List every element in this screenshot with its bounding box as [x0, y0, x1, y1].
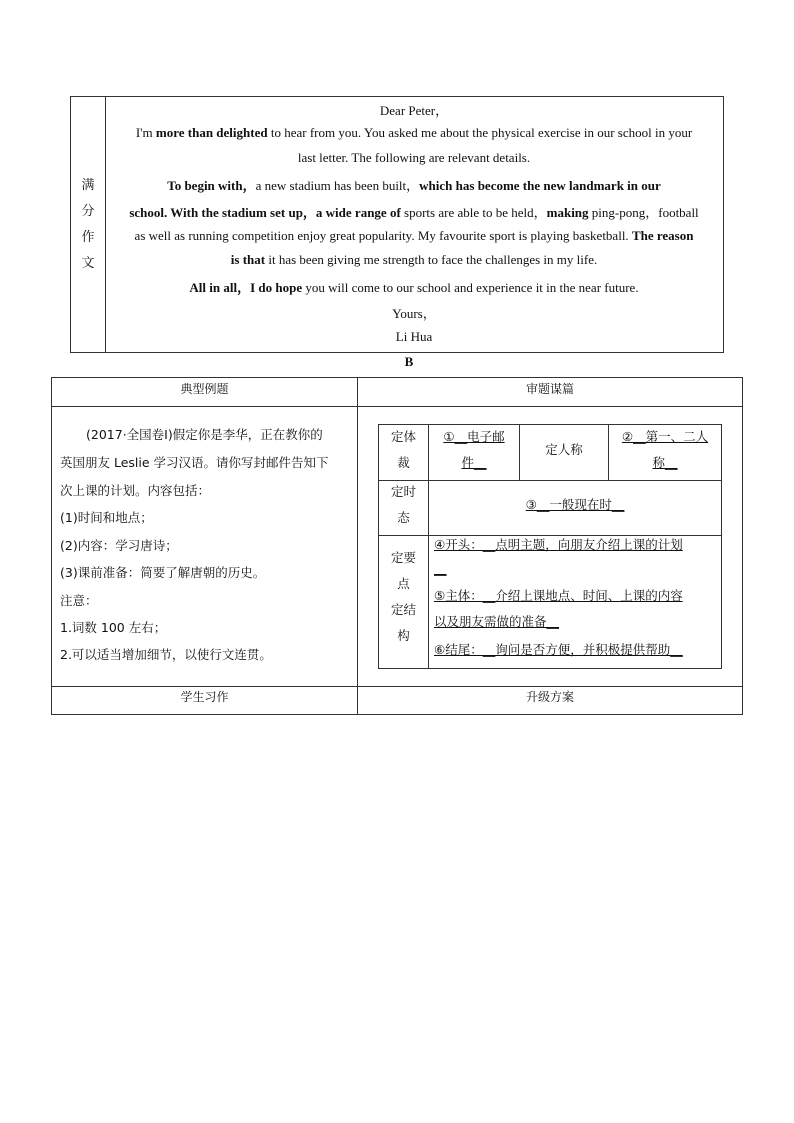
header-analysis: 审题谋篇 — [525, 382, 574, 396]
example-line: (2017·全国卷Ⅰ)假定你是李华，正在教你的 — [86, 427, 323, 442]
row-divider — [52, 406, 742, 407]
essay-line: last letter. The following are relevant details. — [297, 150, 531, 165]
person-label: 定人称 — [545, 442, 583, 457]
column-divider — [357, 378, 358, 714]
closing: Yours， — [392, 306, 436, 321]
model-essay-table — [70, 96, 724, 353]
tense-value: ③__一般现在时__ — [525, 497, 625, 512]
essay-line: school. With the stadium set up，a wide range of sports are able to be held，making ping-pong，football — [129, 205, 699, 220]
header-upgrade: 升级方案 — [525, 690, 574, 704]
example-line: 注意： — [60, 593, 98, 608]
essay-line: as well as running competition enjoy great popularity. My favourite sport is playing basketball. The reason — [134, 228, 694, 243]
body-line: ⑤主体：__介绍上课地点、时间、上课的内容 — [434, 588, 683, 603]
example-line: 次上课的计划。内容包括： — [60, 483, 211, 498]
model-essay-body — [105, 97, 723, 352]
header-example: 典型例题 — [180, 382, 229, 396]
example-line: (2)内容：学习唐诗； — [60, 538, 178, 553]
essay-line: All in all，I do hope you will come to our school and experience it in the near future. — [189, 280, 639, 295]
opening-line: ④开头：__点明主题，向朋友介绍上课的计划 — [434, 537, 683, 552]
essay-line: I'm more than delighted to hear from you. You asked me about the physical exercise in our school in your — [135, 125, 693, 140]
example-line: (3)课前准备：简要了解唐朝的历史。 — [60, 565, 266, 580]
tense-label: 定时 态 — [390, 484, 416, 525]
header-student-work: 学生习作 — [180, 690, 229, 704]
model-essay-side-label — [71, 97, 106, 352]
example-line: (1)时间和地点； — [60, 510, 153, 525]
genre-value: ①__电子邮 件__ — [443, 429, 505, 470]
side-char: 满 — [81, 178, 95, 193]
structure-label: 定要 点 定结 构 — [390, 550, 416, 643]
body-line-cont: 以及朋友需做的准备__ — [434, 614, 560, 629]
opening-line-cont: __ — [434, 561, 447, 576]
essay-line: is that it has been giving me strength to face the challenges in my life. — [230, 252, 598, 267]
salutation: Dear Peter， — [379, 103, 449, 118]
side-char: 分 — [81, 204, 95, 219]
analysis-grid — [378, 424, 722, 669]
section-label: B — [404, 354, 414, 369]
side-char: 文 — [81, 256, 95, 271]
ending-line: ⑥结尾：__询问是否方便，并积极提供帮助__ — [434, 642, 683, 657]
side-char: 作 — [81, 230, 95, 245]
essay-line: To begin with，a new stadium has been built，which has become the new landmark in our — [167, 178, 661, 193]
genre-label: 定体 裁 — [390, 429, 416, 470]
example-line: 1.词数 100 左右； — [60, 620, 167, 635]
example-line: 英国朋友 Leslie 学习汉语。请你写封邮件告知下 — [60, 455, 329, 470]
signature: Li Hua — [395, 329, 433, 344]
person-value: ②__第一、二人 称__ — [621, 429, 709, 470]
example-line: 2.可以适当增加细节，以使行文连贯。 — [60, 647, 272, 662]
